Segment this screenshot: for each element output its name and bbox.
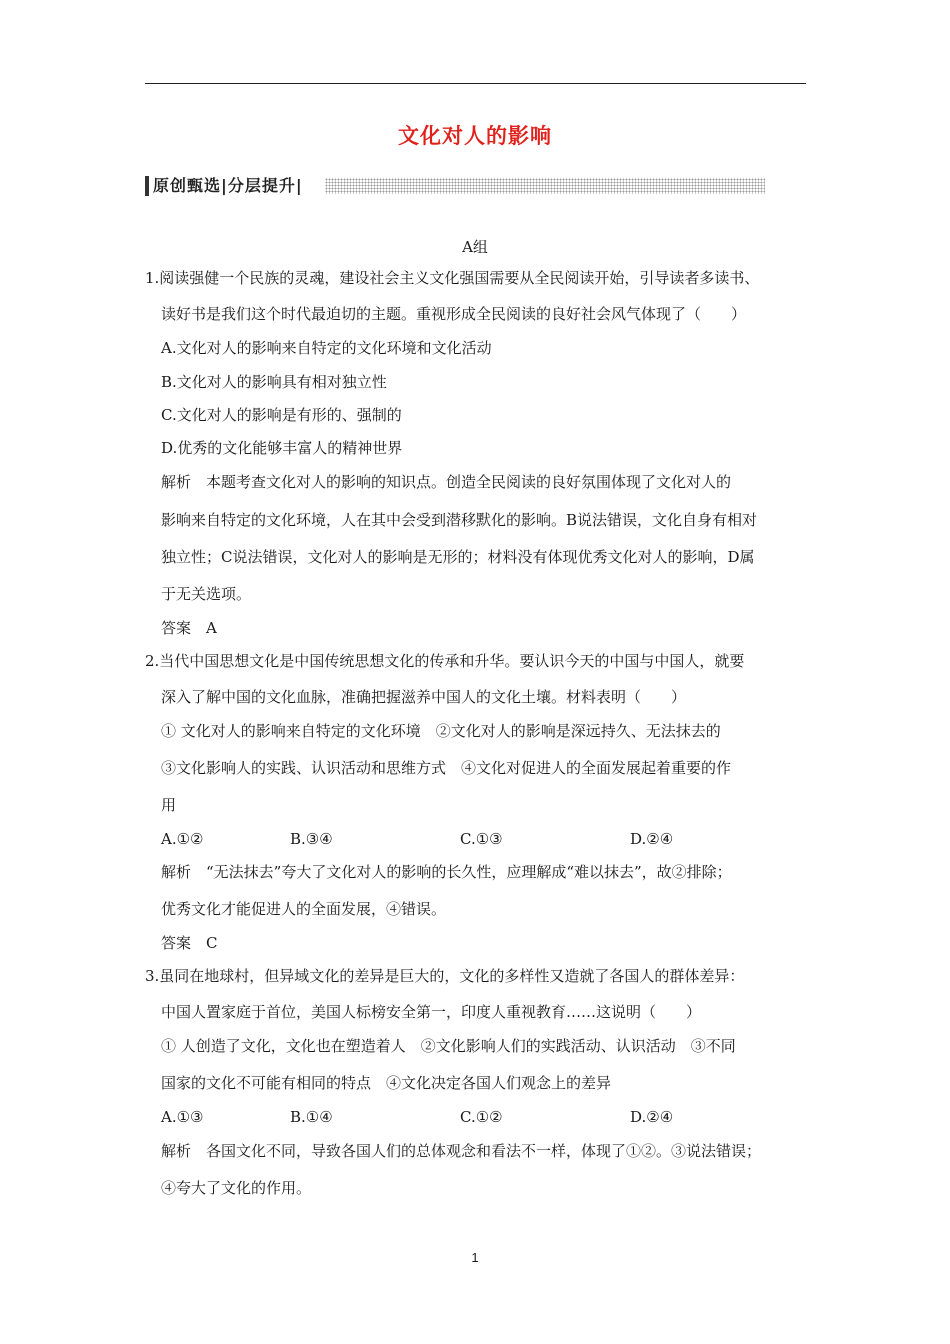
section-banner <box>145 176 765 196</box>
q3-analysis-line2: ④夸大了文化的作用。 <box>161 1179 312 1197</box>
q3-option-b: B.①④ <box>290 1108 333 1126</box>
q1-analysis-line2: 影响来自特定的文化环境，人在其中会受到潜移默化的影响。B说法错误，文化自身有相对 <box>161 511 758 529</box>
banner-bar <box>145 176 149 196</box>
page-title: 文化对人的影响 <box>398 124 552 148</box>
q2-stem-line1: 2.当代中国思想文化是中国传统思想文化的传承和升华。要认识今天的中国与中国人，就要 <box>145 652 745 670</box>
q2-analysis-line2: 优秀文化才能促进人的全面发展，④错误。 <box>161 900 447 918</box>
q3-items-line1: ① 人创造了文化，文化也在塑造着人 ②文化影响人们的实践活动、认识活动 ③不同 <box>161 1037 736 1055</box>
banner-label: 原创甄选|分层提升| <box>153 176 303 195</box>
q1-analysis-line3: 独立性；C说法错误，文化对人的影响是无形的；材料没有体现优秀文化对人的影响，D属 <box>161 548 755 566</box>
q3-option-d: D.②④ <box>630 1108 674 1126</box>
q1-option-b: B.文化对人的影响具有相对独立性 <box>161 373 387 391</box>
q1-analysis-line4: 于无关选项。 <box>161 585 252 603</box>
page-number: 1 <box>471 1250 479 1265</box>
q2-option-d: D.②④ <box>630 830 674 848</box>
q3-stem-line1: 3.虽同在地球村，但异域文化的差异是巨大的，文化的多样性又造就了各国人的群体差异： <box>145 967 745 985</box>
q2-stem-line2: 深入了解中国的文化血脉，准确把握滋养中国人的文化土壤。材料表明（ ） <box>161 688 687 706</box>
q1-stem-line2: 读好书是我们这个时代最迫切的主题。重视形成全民阅读的良好社会风气体现了（ ） <box>161 305 747 323</box>
q3-stem-line2: 中国人置家庭于首位，美国人标榜安全第一，印度人重视教育……这说明（ ） <box>161 1003 702 1021</box>
q1-option-c: C.文化对人的影响是有形的、强制的 <box>161 406 402 424</box>
q2-analysis-line1: 解析 “无法抹去”夸大了文化对人的影响的长久性，应理解成“难以抹去”，故②排除； <box>161 863 732 881</box>
group-heading: A组 <box>462 238 488 256</box>
q3-analysis-line1: 解析 各国文化不同，导致各国人们的总体观念和看法不一样，体现了①②。③说法错误； <box>161 1142 762 1160</box>
q2-option-b: B.③④ <box>290 830 333 848</box>
q1-answer: 答案 A <box>161 619 217 637</box>
q1-analysis-line1: 解析 本题考查文化对人的影响的知识点。创造全民阅读的良好氛围体现了文化对人的 <box>161 473 732 491</box>
q3-option-c: C.①② <box>460 1108 503 1126</box>
q2-items-line1: ① 文化对人的影响来自特定的文化环境 ②文化对人的影响是深远持久、无法抹去的 <box>161 722 721 740</box>
q2-option-c: C.①③ <box>460 830 503 848</box>
q1-option-d: D.优秀的文化能够丰富人的精神世界 <box>161 439 403 457</box>
q3-items-line2: 国家的文化不可能有相同的特点 ④文化决定各国人们观念上的差异 <box>161 1074 612 1092</box>
q1-stem-line1: 1.阅读强健一个民族的灵魂，建设社会主义文化强国需要从全民阅读开始，引导读者多读书、 <box>145 269 760 287</box>
q2-option-a: A.①② <box>161 830 204 848</box>
q3-option-a: A.①③ <box>161 1108 204 1126</box>
q2-items-line2: ③文化影响人的实践、认识活动和思维方式 ④文化对促进人的全面发展起着重要的作 <box>161 759 732 777</box>
q1-option-a: A.文化对人的影响来自特定的文化环境和文化活动 <box>161 339 492 357</box>
q2-items-line3: 用 <box>161 796 177 814</box>
banner-dotted-fill <box>325 178 765 194</box>
header-rule <box>145 83 806 84</box>
q2-answer: 答案 C <box>161 934 218 952</box>
